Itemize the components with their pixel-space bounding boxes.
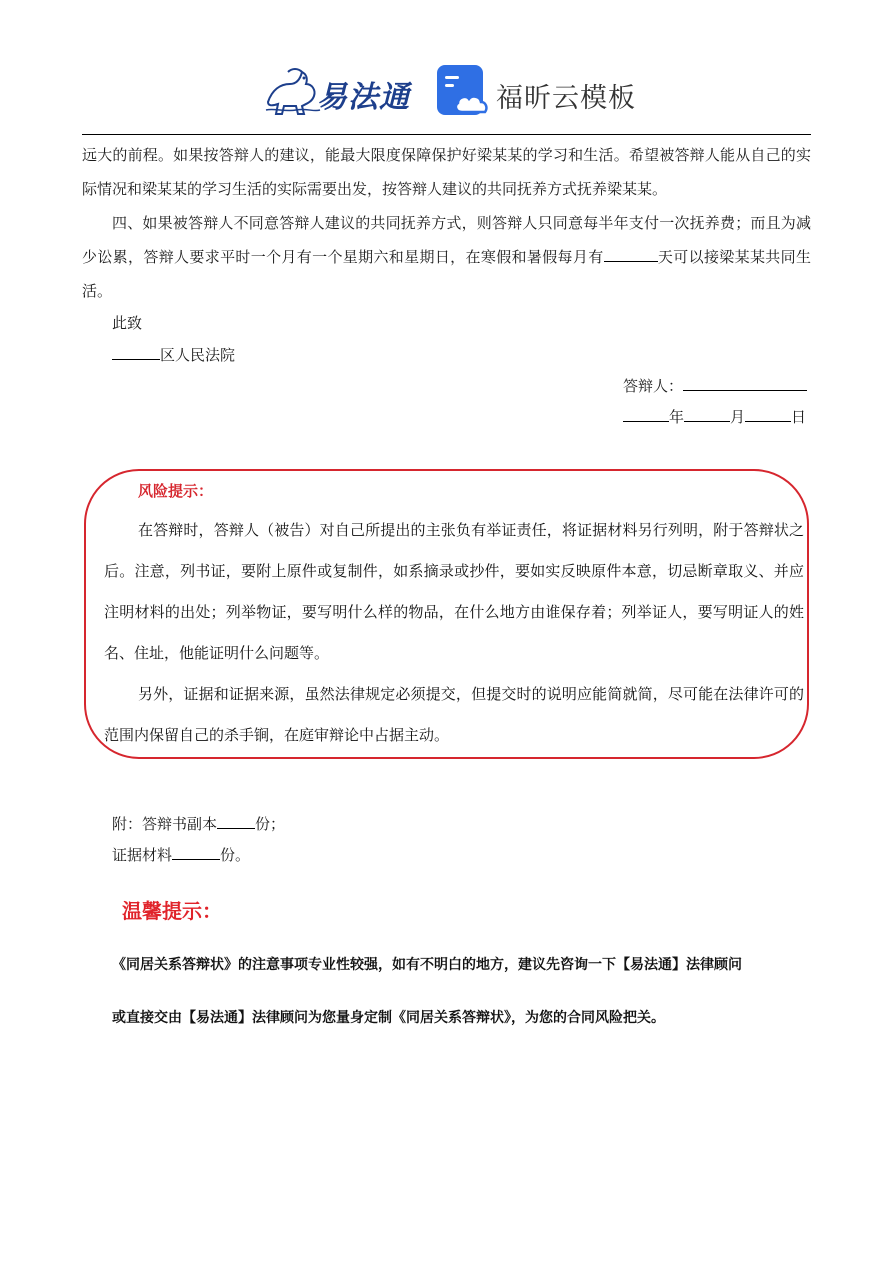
- warm-tip-text: [112, 948, 812, 1054]
- attachment-evidence-line: [112, 844, 250, 865]
- signature-label: 答辩人：: [623, 377, 684, 395]
- year-blank: [623, 406, 669, 422]
- warm-tip-line-1: 《同居关系答辩状》的注意事项专业性较强，如有不明白的地方，建议先咨询一下【易法通】法律顾问: [112, 957, 742, 973]
- warm-tip-line-2: 或直接交由【易法通】法律顾问为您量身定制《同居关系答辩状》，为您的合同风险把关。: [112, 1010, 665, 1026]
- court-suffix: 区人民法院: [160, 346, 236, 364]
- attachment-evidence-unit: 份。: [220, 846, 251, 864]
- qilin-icon: [262, 62, 322, 118]
- foxit-template-logo: [436, 64, 636, 118]
- attachment-evidence-label: 证据材料: [112, 846, 173, 864]
- page-header: [0, 60, 893, 122]
- attachment-copies-label: 附：答辩书副本: [112, 815, 218, 833]
- risk-notice-text: [104, 510, 804, 756]
- document-body: [82, 138, 811, 308]
- yifatong-logo: [262, 62, 412, 118]
- evidence-blank: [172, 844, 220, 860]
- attachment-copies-line: [112, 813, 285, 834]
- signature-blank: [683, 375, 807, 391]
- date-line: [623, 406, 806, 427]
- body-paragraph-2-tail: 天可以接梁某某共同生活。: [82, 248, 811, 300]
- body-paragraph-2-text: 四、如果被答辩人不同意答辩人建议的共同抚养方式，则答辩人只同意每半年支付一次抚养费；而且为减少讼累，答辩人要求平时一个月有一个星期六和星期日，在寒假和暑假每月有: [82, 214, 811, 266]
- header-divider: [82, 134, 811, 135]
- court-line: [112, 344, 235, 365]
- attachment-copies-unit: 份；: [255, 815, 286, 833]
- court-blank: [112, 344, 160, 360]
- month-blank: [684, 406, 730, 422]
- days-blank: [604, 246, 658, 262]
- risk-paragraph-1: 在答辩时，答辩人（被告）对自己所提出的主张负有举证责任，将证据材料另行列明，附于答辩状之后。注意，列书证，要附上原件或复制件，如系摘录或抄件，要如实反映原件本意，切忌断章取义、并应注明材料的出处；列举物证，要写明什么样的物品，在什么地方由谁保存着；列举证人，要写明证人的姓名、住址，他能证明什么问题等。: [104, 521, 804, 662]
- copies-blank: [217, 813, 255, 829]
- date-month-label: 月: [730, 408, 746, 426]
- salutation: 此致: [112, 314, 143, 332]
- body-paragraph-2: [82, 206, 811, 308]
- risk-notice-title: 风险提示：: [138, 482, 214, 500]
- yifatong-logo-text: 易法通: [317, 80, 410, 115]
- date-day-label: 日: [791, 408, 807, 426]
- signature-line: [623, 375, 807, 396]
- risk-paragraph-2: 另外，证据和证据来源，虽然法律规定必须提交，但提交时的说明应能简就简，尽可能在法律许可的范围内保留自己的杀手锏，在庭审辩论中占据主动。: [104, 685, 804, 744]
- warm-tip-title: 温馨提示：: [122, 899, 222, 923]
- date-year-label: 年: [669, 408, 685, 426]
- foxit-template-logo-text: 福昕云模板: [496, 83, 636, 114]
- body-paragraph-1: 远大的前程。如果按答辩人的建议，能最大限度保障保护好梁某某的学习和生活。希望被答辩人能从自己的实际情况和梁某某的学习生活的实际需要出发，按答辩人建议的共同抚养方式抚养梁某某。: [82, 146, 811, 198]
- day-blank: [745, 406, 791, 422]
- cloud-document-icon: [436, 64, 490, 118]
